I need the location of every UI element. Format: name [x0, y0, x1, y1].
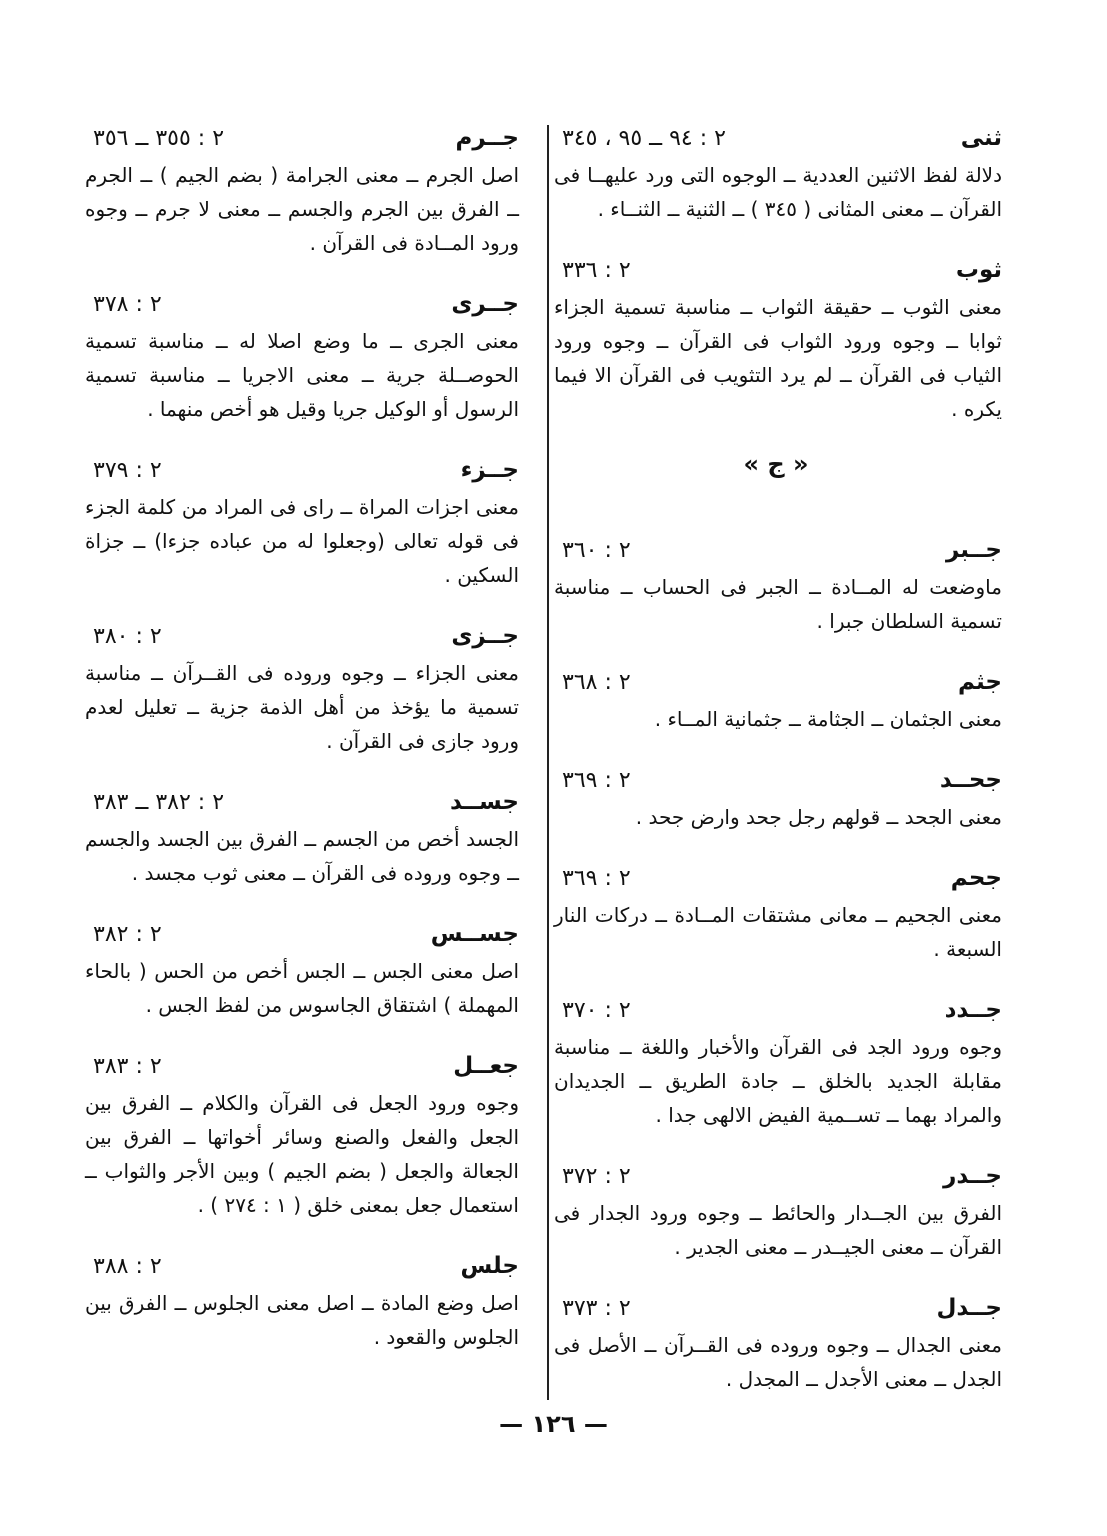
entry-reference: ٢ : ٣٨٠: [93, 624, 162, 649]
entry-headword: جــرى: [451, 291, 519, 317]
entry-text: وجوه ورود الجد فى القرآن والأخبار واللغة ــ مناسبة مقابلة الجديد بالخلق ــ جادة الطريق ــ الجديدان والمراد بهما ــ تســمية الفيض الالهى جدا .: [554, 1035, 1002, 1127]
entry-text: وجوه ورود الجعل فى القرآن والكلام ــ الفرق بين الجعل والفعل والصنع وسائر أخواتها ــ الفرق بين الجعالة والجعل ( بضم الجيم ) وبين الأجر والثواب ــ استعمال جعل بمعنى خلق ( ١ : ٢٧٤ ) .: [85, 1091, 519, 1217]
entry-reference: ٢ : ٣٨٢ ــ ٣٨٣: [93, 790, 225, 815]
entry-reference: ٢ : ٣٨٨: [93, 1254, 162, 1279]
entry-header: [81, 914, 519, 954]
entry-headword: ثنى: [960, 125, 1002, 151]
dictionary-entry: [81, 284, 519, 426]
dictionary-entry: [81, 1046, 519, 1222]
column-divider: [547, 125, 549, 1400]
entry-headword: جــدر: [943, 1163, 1002, 1189]
left-column-entries: [81, 118, 519, 1354]
entry-reference: ٢ : ٩٤ ــ ٩٥ ، ٣٤٥: [562, 126, 726, 151]
entry-text: الجسد أخص من الجسم ــ الفرق بين الجسد والجسم ــ وجوه وروده فى القرآن ــ معنى ثوب مجسد .: [85, 827, 519, 885]
entry-header: [550, 662, 1002, 702]
entry-header: [550, 858, 1002, 898]
entry-header: [81, 284, 519, 324]
dictionary-entry: [81, 616, 519, 758]
entry-header: [550, 760, 1002, 800]
entry-headword: جحــد: [939, 767, 1002, 793]
entry-header: [550, 118, 1002, 158]
entry-reference: ٢ : ٣٦٠: [562, 538, 631, 563]
entry-header: [81, 1046, 519, 1086]
entry-header: [81, 782, 519, 822]
entry-text: معنى الجحيم ــ معانى مشتقات المــادة ــ دركات النار السبعة .: [554, 903, 1002, 961]
entry-headword: جــبر: [946, 537, 1002, 563]
entry-headword: جســس: [430, 921, 519, 947]
page-number: — ١٢٦ —: [499, 1410, 608, 1438]
dictionary-entry: [81, 914, 519, 1022]
entry-header: [550, 250, 1002, 290]
entry-reference: ٢ : ٣٧٨: [93, 292, 162, 317]
entry-text: معنى الجرى ــ ما وضع اصلا له ــ مناسبة تسمية الحوصــلة جرية ــ معنى الاجريا ــ مناسبة تسمية الرسول أو الوكيل جريا وقيل هو أخص منهما .: [85, 329, 519, 421]
left-column: [81, 118, 519, 1378]
entry-text: ماوضعت له المــادة ــ الجبر فى الحساب ــ مناسبة تسمية السلطان جبرا .: [554, 575, 1002, 633]
right-column: [550, 118, 1002, 1420]
entry-headword: جــدل: [936, 1295, 1002, 1321]
dictionary-entry: [550, 760, 1002, 834]
entry-text: اصل معنى الجس ــ الجس أخص من الحس ( بالحاء المهملة ) اشتقاق الجاسوس من لفظ الجس .: [85, 959, 519, 1017]
entry-header: [550, 530, 1002, 570]
entry-header: [81, 450, 519, 490]
entry-reference: ٢ : ٣٧٠: [562, 998, 631, 1023]
entry-header: [550, 1288, 1002, 1328]
entry-text: معنى الجثمان ــ الجثامة ــ جثمانية المــاء .: [654, 707, 1002, 731]
entry-text: الفرق بين الجــدار والحائط ــ وجوه ورود الجدار فى القرآن ــ معنى الجيــدر ــ معنى الجدير .: [554, 1201, 1002, 1259]
dictionary-entry: [81, 118, 519, 260]
entry-text: معنى الجدال ــ وجوه وروده فى القــرآن ــ الأصل فى الجدل ــ معنى الأجدل ــ المجدل .: [554, 1333, 1002, 1391]
entry-text: معنى الجحد ــ قولهم رجل جحد وارض جحد .: [635, 805, 1002, 829]
entry-reference: ٢ : ٣٦٩: [562, 866, 631, 891]
entry-headword: جــزء: [460, 457, 519, 483]
dictionary-entry: [550, 530, 1002, 638]
entry-headword: جحم: [950, 865, 1002, 891]
entry-header: [81, 1246, 519, 1286]
dictionary-entry: [550, 1288, 1002, 1396]
entry-headword: جســد: [450, 789, 519, 815]
dictionary-entry: [550, 662, 1002, 736]
section-title: « ج »: [743, 450, 809, 478]
entry-reference: ٢ : ٣٣٦: [562, 258, 631, 283]
dictionary-entry: [550, 990, 1002, 1132]
entry-text: معنى الجزاء ــ وجوه وروده فى القــرآن ــ مناسبة تسمية ما يؤخذ من أهل الذمة جزية ــ تعليل لعدم ورود جازى فى القرآن .: [85, 661, 519, 753]
entry-reference: ٢ : ٣٧٢: [562, 1164, 631, 1189]
entry-reference: ٢ : ٣٦٩: [562, 768, 631, 793]
entry-headword: جلس: [460, 1253, 519, 1279]
entry-header: [81, 118, 519, 158]
dictionary-entry: [81, 782, 519, 890]
dictionary-entry: [550, 118, 1002, 226]
entry-headword: جثم: [957, 669, 1002, 695]
entry-headword: ثوب: [955, 257, 1002, 283]
entry-text: دلالة لفظ الاثنين العددية ــ الوجوه التى ورد عليهــا فى القرآن ــ معنى المثانى ( ٣٤٥ ) ــ الثنية ــ الثنــاء .: [554, 163, 1002, 221]
right-column-bottom: [550, 530, 1002, 1396]
entry-header: [550, 990, 1002, 1030]
entry-text: معنى اجزات المراة ــ راى فى المراد من كلمة الجزء فى قوله تعالى (وجعلوا له من عباده جزءا) ــ جزاة السكين .: [85, 495, 519, 587]
entry-reference: ٢ : ٣٧٩: [93, 458, 162, 483]
dictionary-entry: [81, 1246, 519, 1354]
entry-reference: ٢ : ٣٧٣: [562, 1296, 631, 1321]
entry-reference: ٢ : ٣٦٨: [562, 670, 631, 695]
entry-text: معنى الثوب ــ حقيقة الثواب ــ مناسبة تسمية الجزاء ثوابا ــ وجوه ورود الثواب فى القرآن ــ وجوه ورود الثياب فى القرآن ــ لم يرد التثويب فى القرآن الا فيما يكره .: [554, 295, 1002, 421]
entry-header: [81, 616, 519, 656]
dictionary-entry: [81, 450, 519, 592]
entry-reference: ٢ : ٣٨٢: [93, 922, 162, 947]
dictionary-entry: [550, 250, 1002, 426]
dictionary-entry: [550, 1156, 1002, 1264]
entry-headword: جــرم: [455, 125, 519, 151]
entry-headword: جــدد: [944, 997, 1002, 1023]
dictionary-entry: [550, 858, 1002, 966]
entry-text: اصل وضع المادة ــ اصل معنى الجلوس ــ الفرق بين الجلوس والقعود .: [85, 1291, 519, 1349]
entry-headword: جعــل: [453, 1053, 519, 1079]
entry-reference: ٢ : ٣٥٥ ــ ٣٥٦: [93, 126, 225, 151]
entry-text: اصل الجرم ــ معنى الجرامة ( بضم الجيم ) ــ الجرم ــ الفرق بين الجرم والجسم ــ معنى لا جرم ــ وجوه ورود المــادة فى القرآن .: [85, 163, 519, 255]
entry-header: [550, 1156, 1002, 1196]
entry-reference: ٢ : ٣٨٣: [93, 1054, 162, 1079]
right-column-top: [550, 118, 1002, 426]
entry-headword: جــزى: [451, 623, 519, 649]
